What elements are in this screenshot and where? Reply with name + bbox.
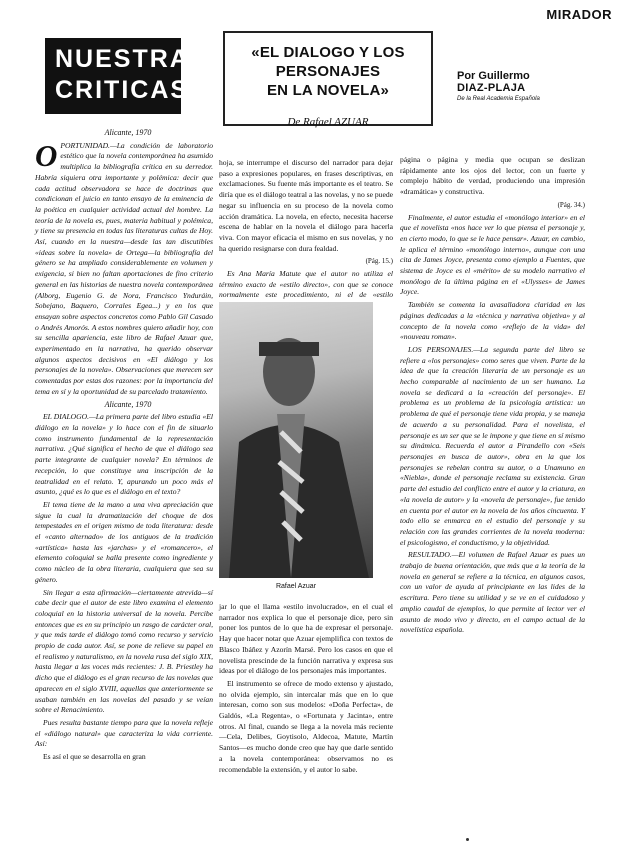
paragraph: También se comenta la avasalladora claridad en las páginas dedicadas a la «técnica y narrativa objetiva» y al concepto de la novela como «reflejo de la vida» del «nouveau roman».: [400, 300, 585, 342]
paragraph: EL DIALOGO.—La primera parte del libro estudia «El diálogo en la novela» y lo hace con el fin de situarlo como instrumento fundamental de la representación narrativa. ¿Qué significa el hecho de que el diálogo sea parte integrante de cualquier novela? En términos de recepción, lo que constituye una inscripción de la teatralidad en el relato. Y, apurando un poco más el asunto, ¿qué es lo que es el diálogo en el texto?: [35, 412, 213, 497]
column-badge: [45, 38, 209, 114]
drop-cap: O: [35, 137, 58, 173]
paragraph: Finalmente, el autor estudia el «monólogo interior» en el que el novelista «nos hace ver lo que piensa el personaje y, en cierto modo, lo que se le hace pensar». Azuar, en cambio, le aplica el término «monólogo interno», aunque con una cita de James Joyce, presenta como ejemplo a Fuentes, que sistema de Joyce es el «mérito» de su modelo narrativo el monólogo de la última página en el «Ulysses» de James Joyce.: [400, 212, 585, 297]
byline: [457, 70, 617, 102]
column-1: [35, 128, 213, 840]
column-2-bottom: [219, 602, 393, 840]
paragraph: Sin llegar a esta afirmación—ciertamente atrevida—sí cabe decir que el autor de este libro examina el elemento coloquial en la historia universal de la novela. Percibe entonces que es en su principio un rasgo de carácter oral, y que más tarde el diálogo tomó como recurso y servicio propio de cada autor. Así, se pone de relieve su papel en el realismo y naturalismo, en la novela rusa del siglo XIX, hasta llegar a las voces más recientes: J. B. Priestley ha dicho que el diálogo es el gran recurso de las novelas que aparecen en el siglo XVIII, aquellas que anteriormente se usaban también en las novelas del pasado y se veían sobre el Renacimiento.: [35, 587, 213, 715]
paragraph: El instrumento se ofrece de modo extenso y ajustado, no olvida ejemplo, sin intercalar más que en lo que interesan, como son sus modelos: «Doña Perfecta», de Galdós, «La Regenta», o «Fortunata y Jacinta», entre otros. Al final, cuando se llega a la novela más reciente—Cela, Delibes, Goytisolo, Aldecoa, Matute, Martín Santos—es mucho donde creo que hay que darle sentido a la novela contemporánea: observamos no es recomendable la extensión, y el autor lo sabe.: [219, 678, 393, 774]
column-badge-line2: CRITICAS: [55, 76, 190, 104]
portrait-illustration: [219, 302, 373, 578]
paragraph: RESULTADO.—El volumen de Rafael Azuar es pues un trabajo de buena orientación, que más que a la teoría de la novela en general se refiere a la técnica, en algunos casos, con un valor de ayuda al principiante en las lides de la escritura. Pero tiene su utilidad y se ve en el cuidadoso y amplio caudal de ejemplos, lo que permite al lector ver el asunto de modo vivo y directo, en el campo actual de la novelística española.: [400, 550, 585, 635]
article-title-line2: EN LA NOVELA»: [266, 82, 390, 99]
section-label: MIRADOR: [546, 7, 612, 22]
byline-name: DIAZ-PLAJA: [457, 82, 526, 94]
paragraph-text: PORTUNIDAD.—La condición de laboratorio estético que la novela contemporánea ha asumido multiplica la bibliografía crítica en su derredor. Habría siquiera otra importante y polémica: decir que cada actitud observadora se hace de doctrinas que condicionan el juicio en tanto ensayo de la eminencia de la poética en cualquier actividad actual del hombre. La teoría de la novela es, pues, materia habitual y polémica, y tiene su presencia en todas las literaturas cultas de Hoy. Así, cuando en la nuestra—desde las tan discutibles «ideas sobre la novela» de Ortega—la bibliografía del género se ha ampliado considerablemente en volumen y exigencia, si bien no faltan aportaciones de fino criterio general en las historias de nuestra novela contemporánea (Alborg, Eugenio G. de Nora, Francisco Ynduráin, Sobejano, Baquero, Corrales Egea...) y en los que ensayan sobre aspectos concretos como Pablo Gil Casado o Andrés Amorós. A estos nombres quiero añadir hoy, con su sencilla apariencia, este libro de Rafael Azuar que, experimentado en la narrativa, ha querido observar algunos aspectos decisivos en «El diálogo y los personajes de la novela». Observaciones que merecen ser comentadas por estas dos razones: por la importancia del tema en sí y la oportunidad de su parcelado tratamiento.: [35, 140, 213, 396]
column-3: [400, 155, 585, 840]
author-photo: [219, 302, 373, 578]
paragraph: El tema tiene de la mano a una viva apreciación que sigue la cual la dramatización del choque de dos tempestades en el origen mismo de toda literatura: desde el «canto alternado» de los antiguos de la tradición «artística» hasta las «jarchas» y el «romancero», el elemento coloquial se halla presente como ingrediente y como núcleo de la obra literaria, cualquiera que sea su género.: [35, 499, 213, 584]
photo-caption: Rafael Azuar: [275, 583, 317, 590]
paragraph: [35, 137, 213, 398]
paragraph: hoja, se interrumpe el discurso del narrador para dejar paso a expresiones populares, en frases descriptivas, en exclamaciones. Su fuente más importante es el teatro. Se diría que es el diálogo teatral a las novelas, y no se puede negar su influencia en su proceso de la novela como acción dramática. La novela, en efecto, necesita hacerse escena de hablar en la novela el diálogo para hacerla viva. Con mayor eficacia el mismo en sus novelas, y no ha querido resignarse con dura fealdad.: [219, 158, 393, 253]
book-author: De Rafael AZUAR: [287, 116, 369, 128]
paragraph: página o página y media que ocupan se deslizan rápidamente ante los ojos del lector, con un fuerte y complejo hábito de verdad, produciendo una impresión «dramática» y constructiva.: [400, 155, 585, 197]
byline-prefix: Por Guillermo: [457, 70, 530, 82]
article-title-box: [223, 31, 433, 126]
dateline: Alicante, 1970: [104, 128, 152, 137]
article-title: [225, 43, 431, 100]
paragraph: Es así el que se desarrolla en gran: [43, 752, 146, 762]
footer-dot: [466, 838, 469, 841]
hair-shape: [259, 342, 319, 356]
paragraph: jar lo que el llama «estilo involucrado», en el cual el narrador nos explica lo que el personaje dice, pero sin poner los puntos de lo que ha de expresar el personaje. Hay que hacer notar que Azuar ejemplifica con textos de Blasco Ibáñez y Azorín Marsé. Pero los casos en que el novelista prescinde de la función narrativa y expresa sus ideas por el diálogo de los personajes más importantes.: [219, 602, 393, 676]
article-title-line1: «EL DIALOGO Y LOS PERSONAJES: [251, 44, 405, 80]
dateline: Alicante, 1970: [104, 399, 152, 409]
page-reference: (Pág. 15.): [365, 257, 393, 266]
page-reference: (Pág. 34.): [557, 200, 585, 209]
paragraph: LOS PERSONAJES.—La segunda parte del libro se refiere a «los personajes» como seres que viven. Parte de la idea de que la creación literaria de un personaje es un hecho comparable al nacimiento de un ser humano. La novela se dedicará a la «creación del personaje». El problema es un problema de la psicología artística: un problema de qué el personaje tiene vida propia, y se maneja de acuerdo a su personalidad. Para el novelista, el personaje es un ser que se le impone y que tiene en sí mismo su dinámica. Recuerda el autor a Pirandello con «Seis personajes en busca de autor», obra en la que los personajes se rebelan contra su autor, o a Unamuno en «Niebla», donde el personaje reclama su existencia. Gran parte del estudio del conflicto entre el autor y la criatura, en «la novela de autor» y la «novela de personaje», fue tenido en cuenta por el autor en la novela de los años cincuenta. Y todo ello se enmarca en el estudio del personaje y su relación con las grandes corrientes de la novela moderna: el psicologismo, el conductismo, y la objetividad.: [400, 344, 585, 547]
paragraph: Pues resulta bastante tiempo para que la novela refleje el «diálogo natural» que caracteriza la vida corriente. Así:: [35, 717, 213, 749]
column-badge-line1: NUESTRAS: [55, 45, 209, 73]
column-2-top: [219, 158, 393, 300]
byline-academy: De la Real Academia Española: [457, 96, 540, 102]
paragraph: Es Ana María Matute que el autor no utiliza el término exacto de «estilo directo», con que se conoce normalmente este procedimiento, ni el de «estilo: [219, 269, 393, 300]
